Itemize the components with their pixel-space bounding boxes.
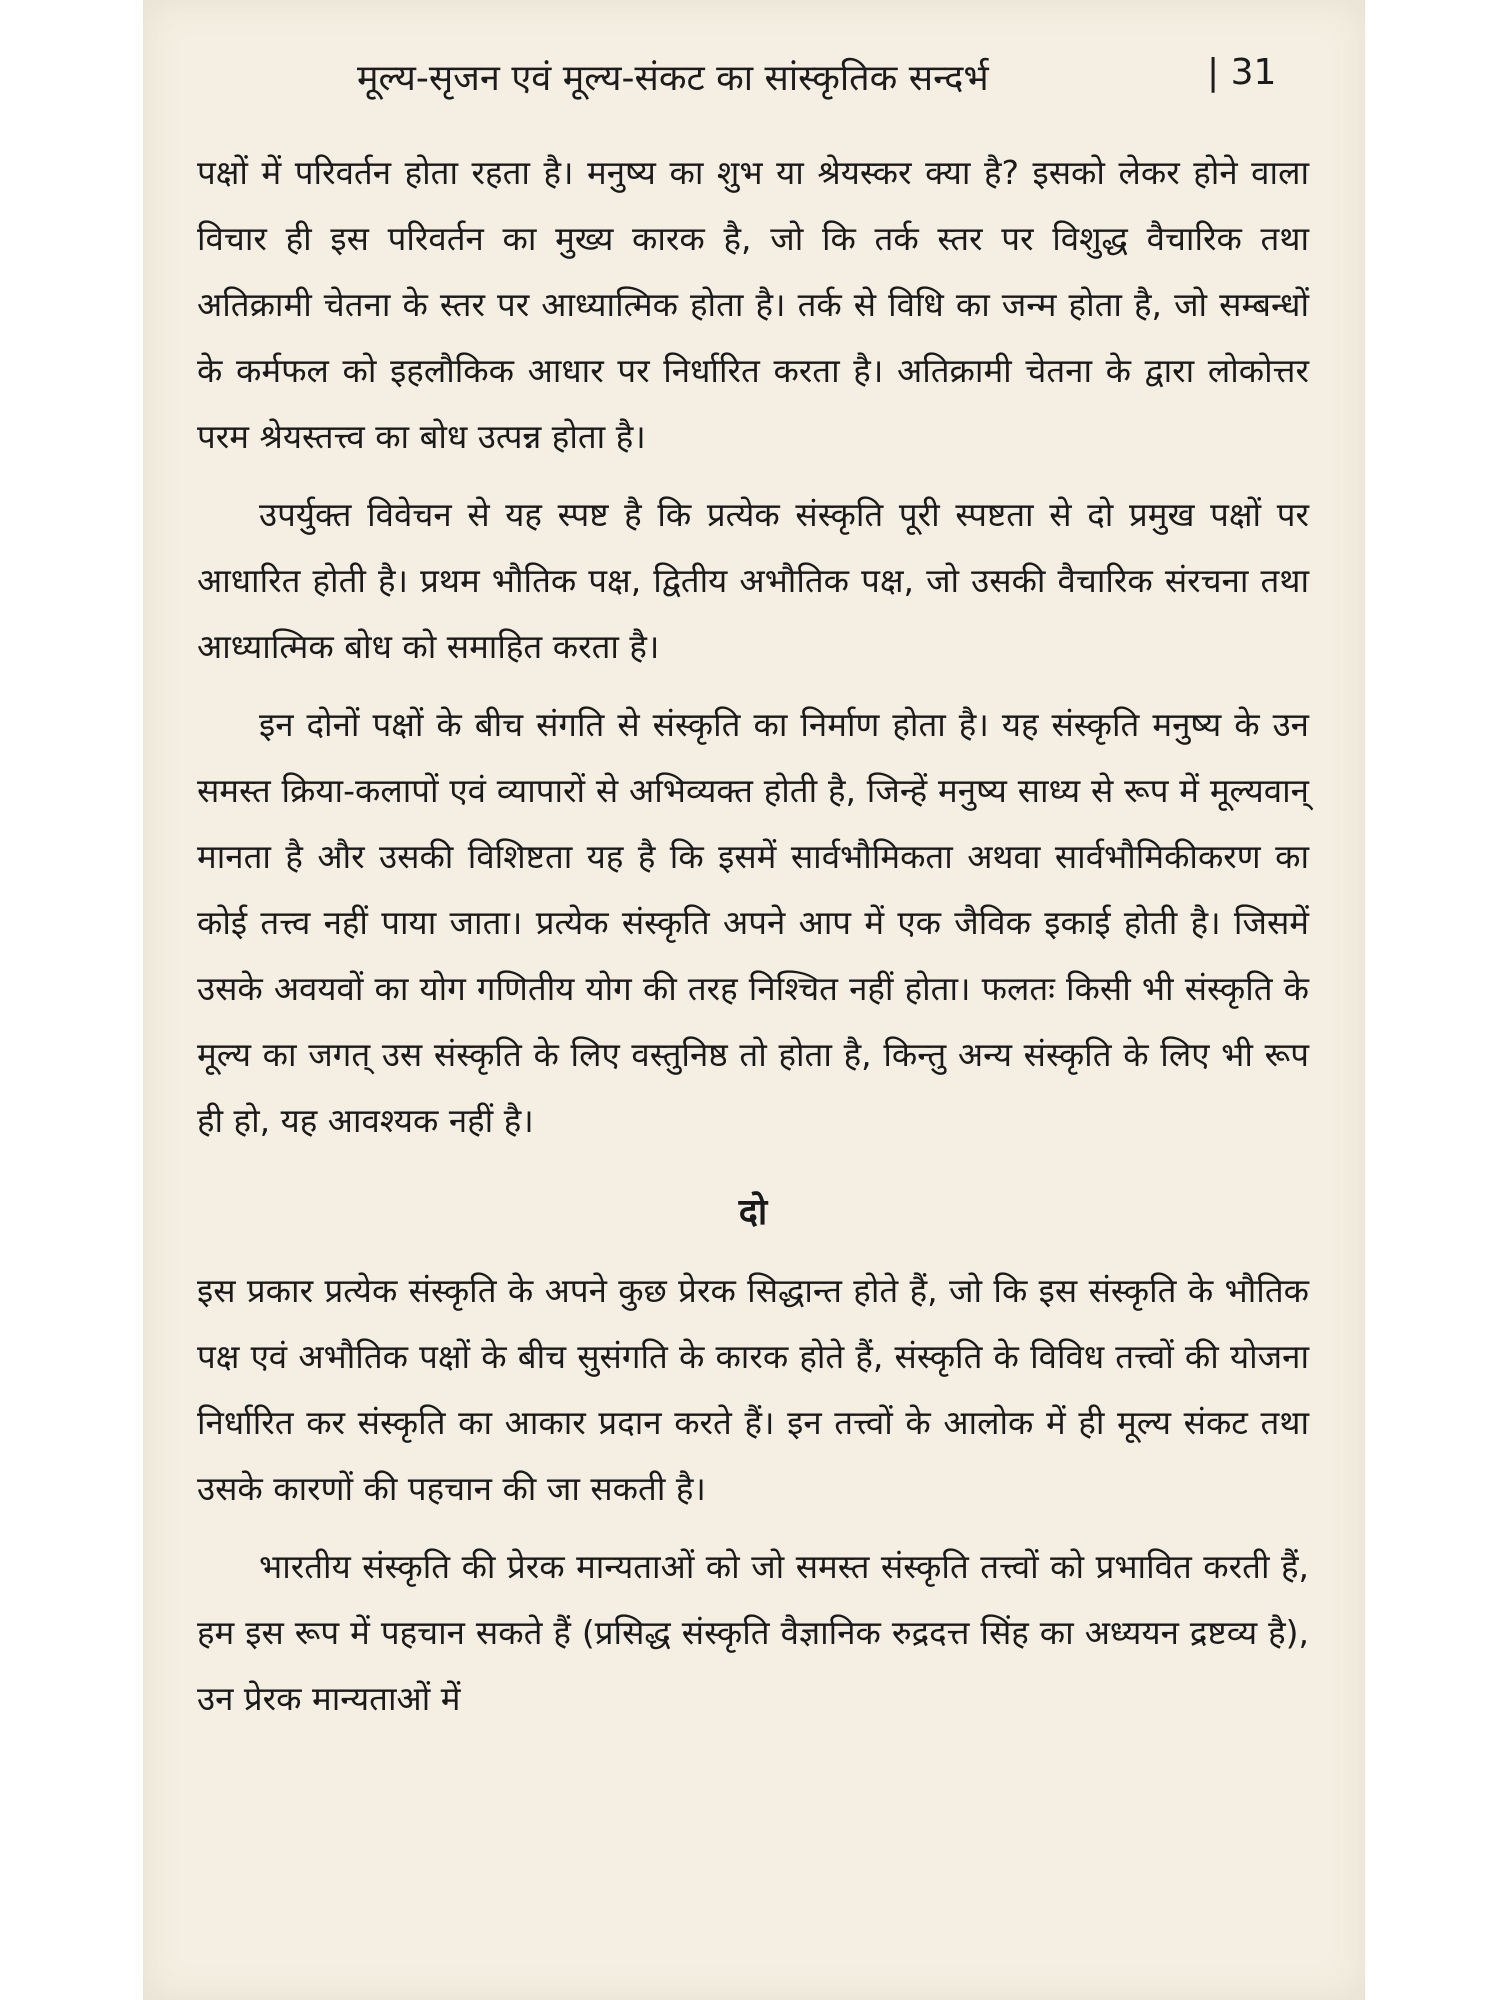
running-header xyxy=(207,52,1307,112)
page-body xyxy=(197,140,1309,1744)
paragraph: भारतीय संस्कृति की प्रेरक मान्यताओं को जो समस्त संस्कृति तत्त्वों को प्रभावित करती हैं, हम इस रूप में पहचान सकते हैं (प्रसिद्ध संस्कृति वैज्ञानिक रुद्रदत्त सिंह का अध्ययन द्रष्टव्य है), उन प्रेरक मान्यताओं में xyxy=(197,1547,1309,1718)
chapter-title: मूल्य-सृजन एवं मूल्य-संकट का सांस्कृतिक सन्दर्भ xyxy=(357,58,989,99)
paragraph: इस प्रकार प्रत्येक संस्कृति के अपने कुछ प्रेरक सिद्धान्त होते हैं, जो कि इस संस्कृति के भौतिक पक्ष एवं अभौतिक पक्षों के बीच सुसंगति के कारक होते हैं, संस्कृति के विविध तत्त्वों की योजना निर्धारित कर संस्कृति का आकार प्रदान करते हैं। इन तत्त्वों के आलोक में ही मूल्य संकट तथा उसके कारणों की पहचान की जा सकती है। xyxy=(197,1271,1309,1508)
paragraph: इन दोनों पक्षों के बीच संगति से संस्कृति का निर्माण होता है। यह संस्कृति मनुष्य के उन समस्त क्रिया-कलापों एवं व्यापारों से अभिव्यक्त होती है, जिन्हें मनुष्य साध्य से रूप में मूल्यवान् मानता है और उसकी विशिष्टता यह है कि इसमें सार्वभौमिकता अथवा सार्वभौमिकीकरण का कोई तत्त्व नहीं पाया जाता। प्रत्येक संस्कृति अपने आप में एक जैविक इकाई होती है। जिसमें उसके अवयवों का योग गणितीय योग की तरह निश्चित नहीं होता। फलतः किसी भी संस्कृति के मूल्य का जगत् उस संस्कृति के लिए वस्तुनिष्ठ तो होता है, किन्तु अन्य संस्कृति के लिए भी रूप ही हो, यह आवश्यक नहीं है। xyxy=(197,705,1309,1140)
section-heading: दो xyxy=(738,1192,768,1233)
paragraph: पक्षों में परिवर्तन होता रहता है। मनुष्य का शुभ या श्रेयस्कर क्या है? इसको लेकर होने वाला विचार ही इस परिवर्तन का मुख्य कारक है, जो कि तर्क स्तर पर विशुद्ध वैचारिक तथा अतिक्रामी चेतना के स्तर पर आध्यात्मिक होता है। तर्क से विधि का जन्म होता है, जो सम्बन्धों के कर्मफल को इहलौकिक आधार पर निर्धारित करता है। अतिक्रामी चेतना के द्वारा लोकोत्तर परम श्रेयस्तत्त्व का बोध उत्पन्न होता है। xyxy=(197,153,1309,456)
paragraph: उपर्युक्त विवेचन से यह स्पष्ट है कि प्रत्येक संस्कृति पूरी स्पष्टता से दो प्रमुख पक्षों पर आधारित होती है। प्रथम भौतिक पक्ष, द्वितीय अभौतिक पक्ष, जो उसकी वैचारिक संरचना तथा आध्यात्मिक बोध को समाहित करता है। xyxy=(197,495,1309,666)
page-number: | 31 xyxy=(1207,52,1277,93)
